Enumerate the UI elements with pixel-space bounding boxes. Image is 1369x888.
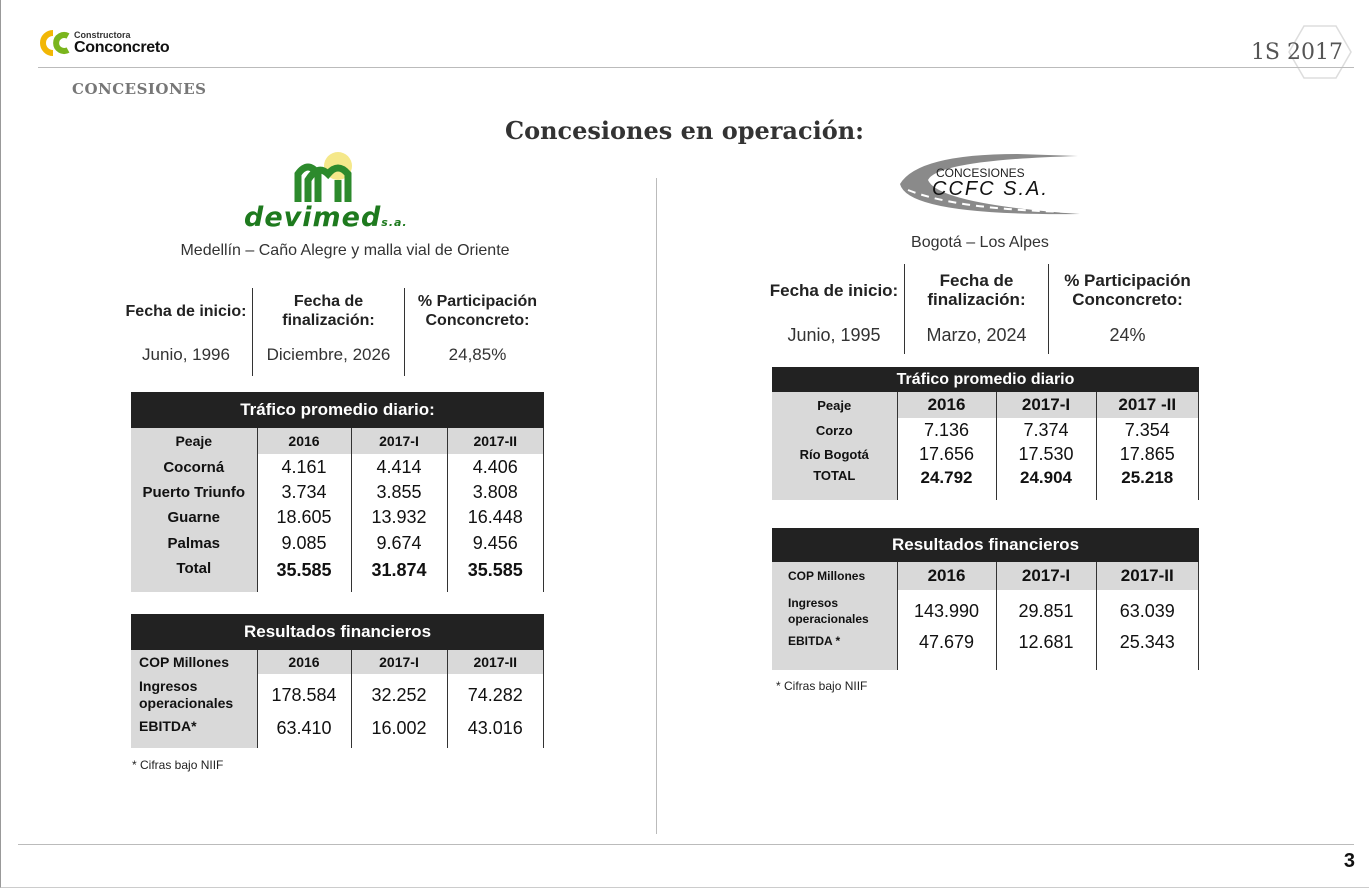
table-cell: 43.016 xyxy=(447,716,544,748)
ccfc-logo-line2: CCFC S.A. xyxy=(932,178,1049,200)
table-cell: 4.406 xyxy=(447,454,544,480)
ccfc-note: * Cifras bajo NIIF xyxy=(776,679,868,693)
column-divider xyxy=(656,178,657,834)
table-cell: 63.410 xyxy=(257,716,351,748)
table-cell: 24.792 xyxy=(897,466,996,500)
ccfc-financial-title: Resultados financieros xyxy=(772,528,1199,562)
ccfc-share-header: % Participación Conconcreto: xyxy=(1048,264,1206,316)
devimed-toll-name: Total xyxy=(131,556,257,592)
header-divider xyxy=(38,67,1354,68)
table-cell: 32.252 xyxy=(351,674,447,716)
brand-main-text: Conconcreto xyxy=(74,38,170,56)
period-label: 1S 2017 xyxy=(1250,40,1343,65)
devimed-traffic-col-2017-1: 2017-I xyxy=(351,428,447,454)
table-cell: 3.855 xyxy=(351,480,447,505)
devimed-traffic-title: Tráfico promedio diario: xyxy=(131,392,544,428)
devimed-toll-name: Cocorná xyxy=(131,454,257,480)
devimed-toll-name: Guarne xyxy=(131,505,257,530)
ccfc-traffic-col-2017-2: 2017 -II xyxy=(1096,392,1199,418)
table-cell: 16.448 xyxy=(447,505,544,530)
ccfc-share-value: 24% xyxy=(1048,316,1206,354)
devimed-financial-title: Resultados financieros xyxy=(131,614,544,650)
table-row xyxy=(131,716,544,748)
devimed-info-block xyxy=(120,288,550,376)
devimed-fin-col-label: COP Millones xyxy=(131,650,257,674)
devimed-traffic-col-2017-2: 2017-II xyxy=(447,428,544,454)
brand-logo xyxy=(38,26,198,60)
table-row xyxy=(772,418,1199,442)
table-cell: 17.530 xyxy=(996,442,1096,466)
ccfc-fin-row-label: Ingresos operacionales xyxy=(772,590,897,632)
ccfc-fin-col-2016: 2016 xyxy=(897,562,996,590)
table-cell: 7.354 xyxy=(1096,418,1199,442)
ccfc-traffic-col-2016: 2016 xyxy=(897,392,996,418)
page-title: Concesiones en operación: xyxy=(504,116,865,145)
ccfc-logo-line1: CONCESIONES xyxy=(936,166,1025,180)
ccfc-fin-col-2017-1: 2017-I xyxy=(996,562,1096,590)
table-cell: 9.085 xyxy=(257,530,351,556)
table-cell: 16.002 xyxy=(351,716,447,748)
devimed-fin-row-label: Ingresos operacionales xyxy=(131,674,257,716)
table-cell: 3.734 xyxy=(257,480,351,505)
table-cell: 31.874 xyxy=(351,556,447,592)
brand-top-text: Constructora xyxy=(74,29,131,40)
ccfc-toll-name: Corzo xyxy=(772,418,897,442)
table-cell: 24.904 xyxy=(996,466,1096,500)
devimed-note: * Cifras bajo NIIF xyxy=(132,758,224,772)
table-cell: 25.218 xyxy=(1096,466,1199,500)
table-cell: 25.343 xyxy=(1096,632,1199,670)
ccfc-fin-col-label: COP Millones xyxy=(772,562,897,590)
devimed-fin-col-2017-2: 2017-II xyxy=(447,650,544,674)
table-cell: 29.851 xyxy=(996,590,1096,632)
ccfc-logo xyxy=(898,150,1080,216)
table-cell: 4.414 xyxy=(351,454,447,480)
table-cell: 7.374 xyxy=(996,418,1096,442)
table-cell: 7.136 xyxy=(897,418,996,442)
ccfc-traffic-title: Tráfico promedio diario xyxy=(772,367,1199,392)
ccfc-fin-col-2017-2: 2017-II xyxy=(1096,562,1199,590)
table-cell: 9.456 xyxy=(447,530,544,556)
devimed-logo xyxy=(244,150,418,236)
ccfc-financial-table xyxy=(772,528,1199,670)
table-row xyxy=(131,530,544,556)
table-cell: 3.808 xyxy=(447,480,544,505)
devimed-traffic-col-2016: 2016 xyxy=(257,428,351,454)
devimed-share-value: 24,85% xyxy=(404,334,550,376)
ccfc-start-header: Fecha de inicio: xyxy=(769,280,899,300)
table-row xyxy=(131,505,544,530)
footer-divider xyxy=(18,844,1354,845)
devimed-traffic-table xyxy=(131,392,544,592)
table-row-total xyxy=(131,556,544,592)
table-cell: 17.656 xyxy=(897,442,996,466)
devimed-fin-col-2016: 2016 xyxy=(257,650,351,674)
table-cell: 178.584 xyxy=(257,674,351,716)
table-cell: 35.585 xyxy=(447,556,544,592)
table-row-total xyxy=(772,466,1199,500)
devimed-toll-name: Palmas xyxy=(131,530,257,556)
table-cell: 35.585 xyxy=(257,556,351,592)
table-cell: 63.039 xyxy=(1096,590,1199,632)
ccfc-end-header: Fecha de finalización: xyxy=(904,264,1048,316)
table-cell: 13.932 xyxy=(351,505,447,530)
table-cell: 9.674 xyxy=(351,530,447,556)
table-row xyxy=(772,632,1199,670)
devimed-toll-name: Puerto Triunfo xyxy=(131,480,257,505)
table-cell: 47.679 xyxy=(897,632,996,670)
ccfc-info-block xyxy=(764,264,1206,354)
table-row xyxy=(131,480,544,505)
table-cell: 12.681 xyxy=(996,632,1096,670)
table-row xyxy=(772,590,1199,632)
table-row xyxy=(772,442,1199,466)
table-row xyxy=(131,454,544,480)
ccfc-end-value: Marzo, 2024 xyxy=(904,316,1048,354)
section-label: CONCESIONES xyxy=(72,80,207,98)
table-cell: 18.605 xyxy=(257,505,351,530)
table-cell: 143.990 xyxy=(897,590,996,632)
devimed-start-value: Junio, 1996 xyxy=(142,345,230,364)
devimed-traffic-col-peaje: Peaje xyxy=(131,428,257,454)
devimed-fin-row-label: EBITDA* xyxy=(131,716,257,748)
devimed-financial-table xyxy=(131,614,544,748)
ccfc-traffic-col-2017-1: 2017-I xyxy=(996,392,1096,418)
ccfc-start-value: Junio, 1995 xyxy=(787,324,881,345)
devimed-fin-col-2017-1: 2017-I xyxy=(351,650,447,674)
devimed-start-header: Fecha de inicio: xyxy=(125,302,247,320)
devimed-logo-suffix: s.a. xyxy=(381,216,408,229)
page-number: 3 xyxy=(1343,850,1355,872)
table-row xyxy=(131,674,544,716)
devimed-region: Medellín – Caño Alegre y malla vial de Oriente xyxy=(180,242,510,259)
ccfc-traffic-table xyxy=(772,367,1199,500)
devimed-end-header: Fecha de finalización: xyxy=(252,288,404,334)
table-cell: 4.161 xyxy=(257,454,351,480)
ccfc-toll-name: TOTAL xyxy=(772,466,897,500)
ccfc-region: Bogotá – Los Alpes xyxy=(911,234,1049,251)
ccfc-fin-row-label: EBITDA * xyxy=(772,632,897,670)
table-cell: 17.865 xyxy=(1096,442,1199,466)
devimed-end-value: Diciembre, 2026 xyxy=(252,334,404,376)
table-cell: 74.282 xyxy=(447,674,544,716)
brand-logo-icon xyxy=(38,29,72,57)
ccfc-toll-name: Río Bogotá xyxy=(772,442,897,466)
ccfc-traffic-col-peaje: Peaje xyxy=(772,392,897,418)
devimed-share-header: % Participación Conconcreto: xyxy=(404,288,550,334)
devimed-logo-text: devimed xyxy=(244,202,382,233)
